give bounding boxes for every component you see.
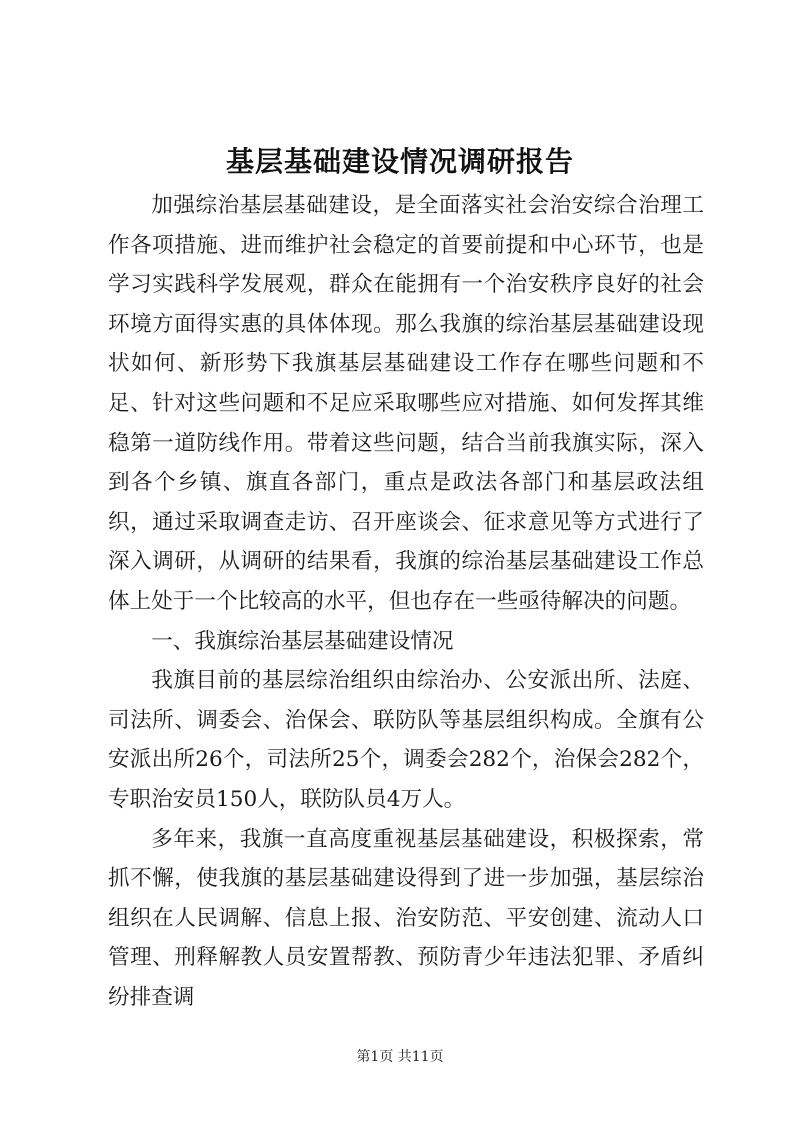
paragraph-intro: 加强综治基层基础建设，是全面落实社会治安综合治理工作各项措施、进而维护社会稳定的首要前提和中心环节，也是学习实践科学发展观，群众在能拥有一个治安秩序良好的社会环境方面得实惠的具体体现。那么我旗的综治基层基础建设现状如何、新形势下我旗基层基础建设工作存在哪些问题和不足、针对这些问题和不足应采取哪些应对措施、如何发挥其维稳第一道防线作用。带着这些问题，结合当前我旗实际，深入到各个乡镇、旗直各部门，重点是政法各部门和基层政法组织，通过采取调查走访、召开座谈会、征求意见等方式进行了深入调研，从调研的结果看，我旗的综治基层基础建设工作总体上处于一个比较高的水平，但也存在一些亟待解决的问题。 [108,193,704,614]
paragraph-progress: 多年来，我旗一直高度重视基层基础建设，积极探索，常抓不懈，使我旗的基层基础建设得到了进一步加强，基层综治组织在人民调解、信息上报、治安防范、平安创建、流动人口管理、刑释解教人员安置帮教、预防青少年违法犯罪、矛盾纠纷排查调 [108,826,704,1010]
paragraph-organization: 我旗目前的基层综治组织由综治办、公安派出所、法庭、司法所、调委会、治保会、联防队等基层组织构成。全旗有公安派出所26个，司法所25个，调委会282个，治保会282个，专职治安员150人，联防队员4万人。 [108,668,704,812]
document-title: 基层基础建设情况调研报告 [225,145,574,178]
page-number-footer: 第1页 共11页 [356,1049,444,1065]
document-body [108,186,704,1017]
section-heading-1: 一、我旗综治基层基础建设情况 [151,628,454,654]
